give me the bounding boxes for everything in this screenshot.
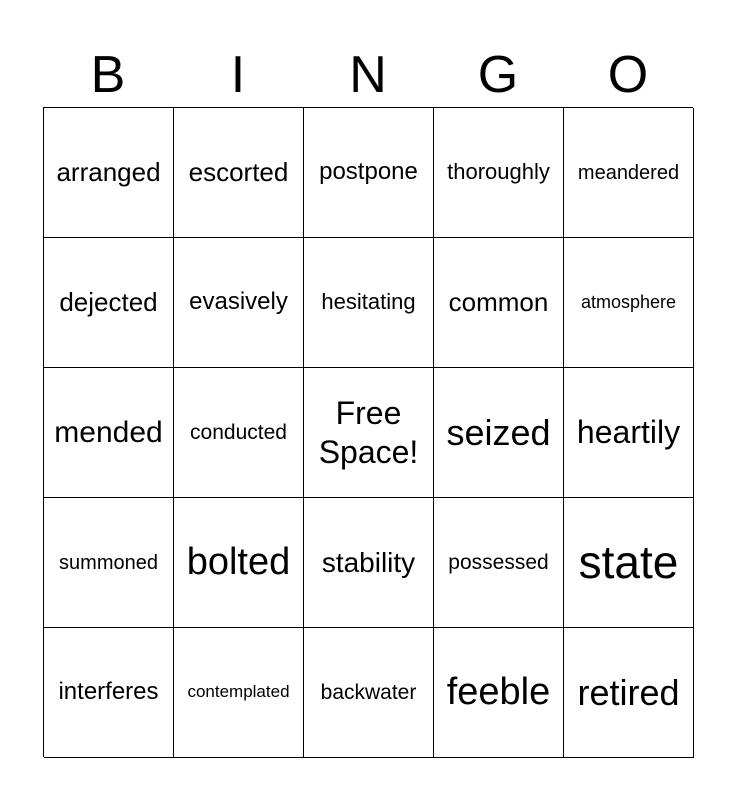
header-letter-o: O [607, 46, 649, 104]
cell-word: conducted [190, 420, 287, 444]
header-letter-n: N [349, 46, 387, 104]
cell-word: feeble [446, 670, 551, 713]
cell-word: state [578, 535, 679, 588]
cell-word: possessed [448, 550, 549, 574]
cell-word: thoroughly [447, 159, 550, 185]
header-letter-i: I [230, 46, 246, 104]
bingo-cell [44, 628, 174, 758]
bingo-cell [434, 368, 564, 498]
bingo-cell [174, 108, 304, 238]
bingo-cell [304, 498, 434, 628]
bingo-cell [434, 108, 564, 238]
bingo-cell [44, 498, 174, 628]
cell-word: dejected [59, 286, 158, 317]
bingo-cell [434, 498, 564, 628]
cell-word: hesitating [321, 289, 416, 315]
cell-word: Free Space! [318, 395, 419, 470]
bingo-cell [564, 498, 694, 628]
header-letter-g: G [477, 46, 519, 104]
cell-word: atmosphere [580, 291, 677, 312]
cell-word: escorted [188, 156, 289, 187]
cell-word: seized [446, 411, 551, 453]
bingo-cell [44, 108, 174, 238]
cell-word: meandered [577, 161, 680, 184]
cell-word: interferes [58, 678, 159, 706]
bingo-cell [174, 238, 304, 368]
cell-word: stability [321, 546, 416, 578]
bingo-header [43, 45, 693, 105]
bingo-cell [304, 238, 434, 368]
bingo-cell [304, 108, 434, 238]
cell-word: mended [54, 415, 163, 449]
cell-word: common [448, 286, 549, 317]
bingo-cell [564, 368, 694, 498]
cell-word: bolted [186, 540, 291, 583]
bingo-cell [564, 108, 694, 238]
bingo-cell [564, 238, 694, 368]
header-letter-b: B [90, 46, 126, 104]
bingo-cell [434, 628, 564, 758]
cell-word: contemplated [187, 682, 290, 702]
bingo-cell [174, 368, 304, 498]
bingo-cell [564, 628, 694, 758]
free-space-cell [304, 368, 434, 498]
cell-word: summoned [59, 551, 158, 574]
bingo-cell [44, 368, 174, 498]
cell-word: arranged [56, 156, 161, 187]
bingo-cell [174, 628, 304, 758]
cell-word: postpone [319, 158, 418, 186]
cell-word: retired [577, 671, 680, 713]
cell-word: backwater [320, 680, 417, 704]
cell-word: heartily [576, 414, 681, 451]
bingo-cell [174, 498, 304, 628]
cell-word: evasively [189, 288, 288, 316]
bingo-cell [304, 628, 434, 758]
bingo-cell [434, 238, 564, 368]
bingo-grid [43, 107, 693, 757]
bingo-cell [44, 238, 174, 368]
